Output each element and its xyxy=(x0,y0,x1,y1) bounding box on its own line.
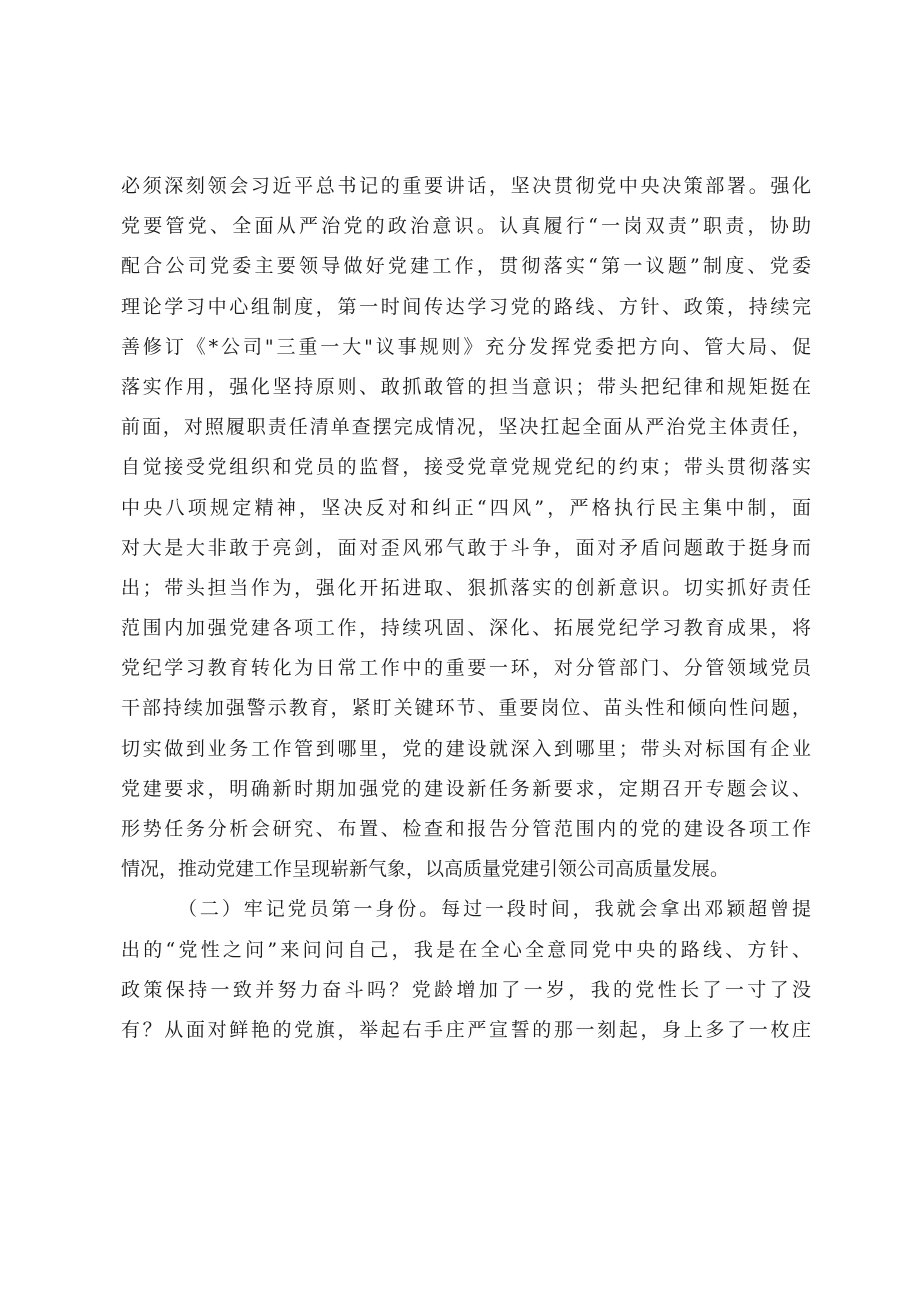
text-line: 政策保持一致并努力奋斗吗？党龄增加了一岁，我的党性长了一寸了没 xyxy=(121,978,811,1001)
text-line: （二）牢记党员第一身份。每过一段时间，我就会拿出邓颖超曾提 xyxy=(178,898,811,921)
text-line: 落实作用，强化坚持原则、敢抓敢管的担当意识；带头把纪律和规矩挺在 xyxy=(121,375,811,398)
text-line: 切实做到业务工作管到哪里，党的建设就深入到哪里；带头对标国有企业 xyxy=(121,737,811,760)
text-line: 有？从面对鲜艳的党旗，举起右手庄严宣誓的那一刻起，身上多了一枚庄 xyxy=(121,1018,811,1041)
text-line: 必须深刻领会习近平总书记的重要讲话，坚决贯彻党中央决策部署。强化 xyxy=(121,175,811,197)
text-line: 善修订《*公司"三重一大"议事规则》充分发挥党委把方向、管大局、促 xyxy=(121,335,811,358)
paragraph-2 xyxy=(121,889,811,1050)
document-body xyxy=(121,166,811,1050)
text-line: 出；带头担当作为，强化开拓进取、狠抓落实的创新意识。切实抓好责任 xyxy=(121,576,811,599)
text-line: 党纪学习教育转化为日常工作中的重要一环，对分管部门、分管领域党员 xyxy=(121,657,811,680)
text-line: 出的“党性之问”来问问自己，我是在全心全意同党中央的路线、方针、 xyxy=(121,938,811,961)
text-line: 中央八项规定精神，坚决反对和纠正“四风”，严格执行民主集中制，面 xyxy=(121,496,811,519)
text-line: 党要管党、全面从严治党的政治意识。认真履行“一岗双责”职责，协助 xyxy=(121,215,811,238)
paragraph-1 xyxy=(121,166,811,889)
text-line: 范围内加强党建各项工作，持续巩固、深化、拓展党纪学习教育成果，将 xyxy=(121,617,811,640)
text-line: 配合公司党委主要领导做好党建工作，贯彻落实“第一议题”制度、党委 xyxy=(121,255,811,278)
text-line: 对大是大非敢于亮剑，面对歪风邪气敢于斗争，面对矛盾问题敢于挺身而 xyxy=(121,536,811,559)
text-line: 理论学习中心组制度，第一时间传达学习党的路线、方针、政策，持续完 xyxy=(121,295,811,318)
text-line: 党建要求，明确新时期加强党的建设新任务新要求，定期召开专题会议、 xyxy=(121,777,811,800)
text-line: 情况，推动党建工作呈现崭新气象，以高质量党建引领公司高质量发展。 xyxy=(121,858,730,881)
text-line: 形势任务分析会研究、布置、检查和报告分管范围内的党的建设各项工作 xyxy=(121,818,811,840)
text-line: 前面，对照履职责任清单查摆完成情况，坚决扛起全面从严治党主体责任， xyxy=(121,416,811,439)
text-line: 干部持续加强警示教育，紧盯关键环节、重要岗位、苗头性和倾向性问题， xyxy=(121,697,811,720)
text-line: 自觉接受党组织和党员的监督，接受党章党规党纪的约束；带头贯彻落实 xyxy=(121,456,811,479)
